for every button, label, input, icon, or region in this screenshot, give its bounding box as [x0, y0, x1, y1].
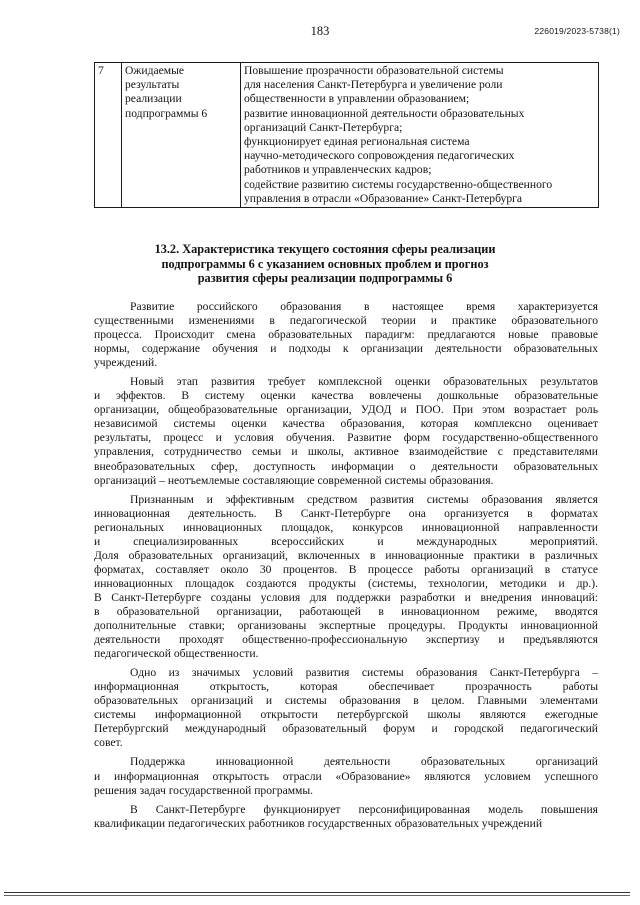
paragraph-line: образовательных организаций и системы образования в целом. Главными элементами — [94, 694, 598, 708]
text-line: Повышение прозрачности образовательной системы — [244, 64, 504, 77]
paragraph-line: нормы, содержание обучения и подходы к организации деятельности образовательных — [94, 342, 598, 356]
text-line: работников и управленческих кадров; — [244, 163, 432, 177]
page-number: 183 — [310, 24, 330, 38]
row-number-cell: 7 — [95, 63, 122, 208]
paragraph-line: Петербургский международный образовательный форум и городской педагогический — [94, 722, 598, 736]
paragraph-line: В Санкт-Петербурге созданы условия для поддержки разработки и внедрения инноваций: — [94, 590, 598, 604]
text-line: развитие инновационной деятельности образовательных — [244, 106, 525, 120]
paragraph-line: педагогической общественности. — [94, 647, 259, 661]
paragraph-line: и информационная открытость отрасли «Образование» являются условием успешного — [94, 769, 598, 783]
page-bottom-rule-secondary — [4, 895, 630, 896]
paragraph-line: дополнительные ставки; организованы экспертные процедуры. Продукты инновационной — [94, 619, 598, 633]
paragraph-line: инновационная деятельность. В Санкт-Петербурге она организуется в форматах — [94, 506, 598, 520]
paragraph-line: Признанным и эффективным средством развития системы образования является — [130, 492, 598, 506]
name-line: Ожидаемые — [125, 64, 185, 77]
paragraph-line: учреждений. — [94, 356, 158, 370]
paragraph-line: деятельности проходят общественно-профессиональную экспертизу и предъявляются — [94, 633, 598, 647]
paragraph-line: Поддержка инновационной деятельности образовательных организаций — [130, 755, 598, 769]
paragraph-line: и специализированных всероссийских и международных мероприятий. — [94, 534, 598, 548]
paragraph — [94, 300, 598, 370]
paragraph-line: управления, сотрудничество семьи и школы, активное взаимодействие с представителями — [94, 445, 598, 459]
paragraph-line: Развитие российского образования в настоящее время характеризуется — [130, 300, 598, 313]
text-line: для населения Санкт-Петербурга и увеличение роли — [244, 78, 503, 92]
paragraph-line: существенными изменениями в педагогической теории и практике образовательного — [94, 314, 598, 328]
name-line: результаты — [125, 78, 180, 92]
paragraph-line: результаты, процесс и условия обучения. Развитие форм государственно-общественного — [94, 431, 598, 445]
paragraph-line: форматах, составляет около 30 процентов. В процессе работы организаций в статусе — [94, 562, 598, 576]
row-text-cell — [241, 63, 599, 208]
paragraph-line: информационная открытость, которая обеспечивает прозрачность работы — [94, 680, 598, 694]
section-title-line: развития сферы реализации подпрограммы 6 — [197, 271, 453, 285]
row-name-cell — [122, 63, 241, 208]
name-line: подпрограммы 6 — [125, 106, 208, 120]
section-title-line: подпрограммы 6 с указанием основных проблем и прогноз — [161, 256, 489, 271]
text-line: функционирует единая региональная система — [244, 135, 470, 149]
paragraph-line: внеобразовательных сфер, доступность информации о деятельности образовательных — [94, 459, 598, 473]
paragraph-line: и эффектов. В систему оценки качества вовлечены дошкольные образовательные — [94, 389, 598, 403]
text-line: научно-методического сопровождения педагогических — [244, 149, 515, 163]
paragraph-line: решения задач государственной программы. — [94, 783, 314, 797]
paragraph-line: региональных инновационных площадок, конкурсов инновационной направленности — [94, 520, 598, 534]
text-line: содействие развитию системы государственно-общественного — [244, 177, 553, 191]
paragraph-line: системы информационной открытости петербургской школы являются ежегодные — [94, 708, 598, 722]
paragraph-line: независимой системы оценки качества образования, которая комплексно оценивает — [94, 417, 598, 431]
paragraph — [94, 375, 598, 487]
expected-results-table — [94, 62, 599, 208]
paragraph — [94, 493, 598, 662]
paragraph-line: квалификации педагогических работников государственных образовательных учреждений — [94, 816, 543, 830]
paragraph-line: организации, общеобразовательные организации, УДОД и ПОО. При этом возрастает роль — [94, 403, 598, 417]
text-line: организаций Санкт-Петербурга; — [244, 120, 403, 134]
paragraph — [94, 666, 598, 750]
name-line: реализации — [125, 92, 182, 106]
paragraph-line: в образовательной организации, работающей в инновационном режиме, вводятся — [94, 604, 598, 618]
paragraph-line: Новый этап развития требует комплексной оценки образовательных результатов — [130, 375, 598, 389]
paragraph-line: совет. — [94, 736, 123, 750]
paragraph-line: инновационных площадок создаются продукты (системы, технологии, методики и др.). — [94, 576, 598, 590]
paragraph-line: Доля образовательных организаций, включенных в инновационные практики в различных — [94, 548, 598, 562]
document-code: 226019/2023-5738(1) — [534, 26, 620, 36]
paragraph-line: организаций – неотъемлемые составляющие современной системы образования. — [94, 473, 494, 487]
text-line: общественности в управлении образованием; — [244, 92, 470, 106]
paragraph — [94, 803, 598, 831]
paragraph-line: В Санкт-Петербурге функционирует персонифицированная модель повышения — [130, 802, 598, 816]
paragraph-line: Одно из значимых условий развития системы образования Санкт-Петербурга – — [130, 666, 598, 680]
table-row — [95, 63, 599, 208]
paragraph — [94, 755, 598, 797]
paragraph-line: процесса. Происходит смена образовательных парадигм: предлагаются новые правовые — [94, 328, 598, 342]
text-line: управления в отрасли «Образование» Санкт-Петербурга — [244, 191, 523, 205]
page-bottom-rule — [4, 892, 630, 893]
section-title — [110, 242, 540, 286]
body-text — [94, 300, 598, 831]
section-title-line: 13.2. Характеристика текущего состояния сферы реализации — [154, 242, 496, 256]
